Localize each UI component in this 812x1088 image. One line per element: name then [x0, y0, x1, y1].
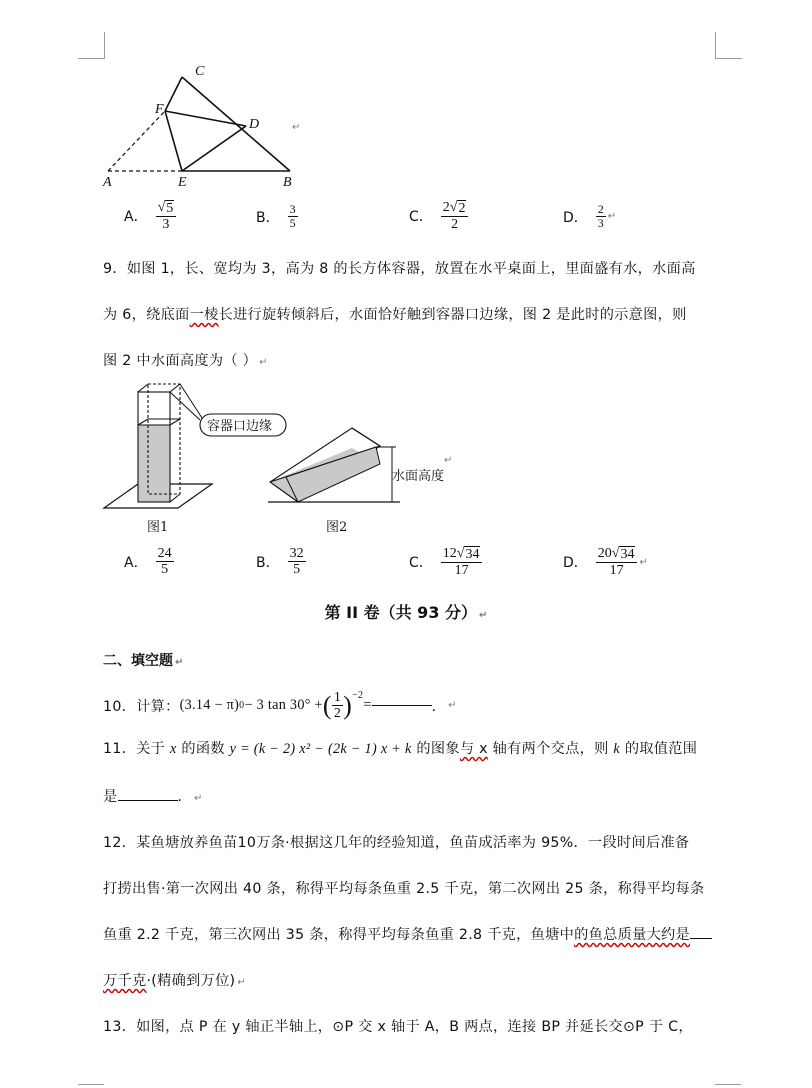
q9-container-figures — [100, 378, 480, 543]
part-heading: 二、填空题 ↵ — [103, 653, 184, 669]
water-height-label: 水面高度 — [392, 469, 445, 484]
q9-option-d[interactable]: D． 20√ 34 17 ↵ — [563, 546, 648, 579]
fraction: $\frac{24}{5}$ — [157, 546, 172, 578]
q9-line-3: 图 2 中水面高度为（ ） ↵ — [103, 353, 268, 369]
q9-option-c[interactable]: C． 12√ 34 17 — [409, 546, 482, 579]
crop-mark-bottom-right — [715, 1084, 741, 1085]
callout-text: 容器口边缘 — [207, 419, 273, 434]
q8-option-d[interactable]: D． $\frac{2}{3}$ ↵ — [563, 202, 617, 231]
q13-line-1: 13．如图，点 P 在 y 轴正半轴上，⊙P 交 x 轴于 A，B 两点，连接 BP 并延长交⊙P 于 C， — [103, 1019, 693, 1035]
label-B: B — [283, 175, 292, 190]
q12-line-2: 打捞出售·第一次网出 40 条，称得平均每条鱼重 2.5 千克，第二次网出 25 条，称得平均每条 — [103, 881, 705, 897]
q8-option-a[interactable]: A． √ 5 3 — [124, 200, 176, 233]
answer-blank[interactable] — [690, 938, 712, 939]
q12-line-4: 万千克·(精确到万位) ↵ — [103, 973, 247, 989]
q9-line-2: 为 6，绕底面一棱长进行旋转倾斜后，水面恰好触到容器口边缘，图 2 是此时的示意图，则 — [103, 307, 687, 323]
answer-blank[interactable] — [372, 705, 432, 706]
crop-mark-top-right — [715, 32, 742, 59]
label-F: F — [155, 102, 164, 117]
q12-line-1: 12．某鱼塘放养鱼苗10万条·根据这几年的经验知道，鱼苗成活率为 95%．一段时间后准备 — [103, 835, 690, 851]
crop-mark-top-left — [78, 32, 105, 59]
fraction: 2√ 2 2 — [441, 200, 469, 233]
q8-option-b[interactable]: B． $\frac{3}{5}$ — [256, 202, 296, 231]
label-D: D — [249, 117, 260, 132]
fraction: $\frac{2}{3}$ — [597, 202, 604, 231]
fraction: $\frac{32}{5}$ — [289, 546, 304, 578]
q9-option-b[interactable]: B． $\frac{32}{5}$ — [256, 546, 304, 578]
q11-line-2: 是 ． ↵ — [103, 789, 203, 805]
fraction: 12√ 34 17 — [441, 546, 483, 579]
fig2-caption: 图2 — [326, 520, 348, 535]
label-A: A — [103, 175, 112, 190]
paragraph-mark: ↵ — [292, 122, 301, 133]
fraction: √ 5 3 — [156, 200, 177, 233]
section-title: 第 II 卷（共 93 分） ↵ — [324, 603, 488, 622]
q8-option-c[interactable]: C． 2√ 2 2 — [409, 200, 468, 233]
q9-line-1: 9．如图 1，长、宽均为 3，高为 8 的长方体容器，放置在水平桌面上，里面盛有水，水面高 — [103, 261, 696, 277]
q11-line-1: 11．关于 x 的函数 y = (k − 2) x² − (2k − 1) x + k 的图象与 x 轴有两个交点，则 k 的取值范围 — [103, 741, 698, 757]
fig1-caption: 图1 — [147, 520, 169, 535]
label-E: E — [178, 175, 187, 190]
fraction: 20√ 34 17 — [596, 546, 638, 579]
q12-line-3: 鱼重 2.2 千克，第三次网出 35 条，称得平均每条鱼重 2.8 千克，鱼塘中的鱼总质量大约是 — [103, 924, 712, 944]
q10-line: 10．计算： (3.14 − π) 0 − 3 tan 30° + ( $\frac{1}{2}$ ) $^{-2}$ = ． ↵ — [103, 690, 457, 722]
svg-text:↵: ↵ — [444, 455, 453, 466]
answer-blank[interactable] — [118, 800, 178, 801]
fraction: $\frac{3}{5}$ — [289, 202, 296, 231]
crop-mark-bottom-left — [78, 1084, 104, 1085]
q8-triangle-figure — [100, 60, 300, 195]
label-C: C — [195, 64, 205, 79]
q9-option-a[interactable]: A． $\frac{24}{5}$ — [124, 546, 172, 578]
